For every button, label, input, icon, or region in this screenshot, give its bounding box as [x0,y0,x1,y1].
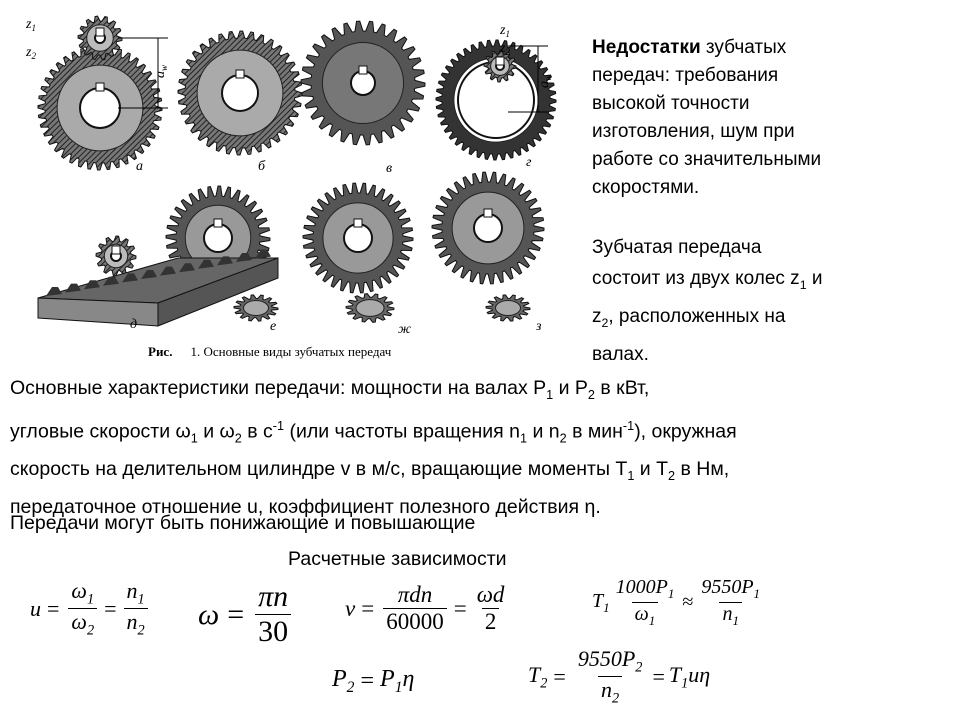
helical-gear-v [301,21,425,145]
bevel-pinion-e [234,295,278,321]
characteristics-paragraph: Основные характеристики передачи: мощности на валах $Р_1$ и $Р_2$ в кВт, угловые скорости $\omega_1$ и $\omega_2$ в $с^{-1}$ (или частоты вращения $n_1$ и $n_2$ в мин$^{-1}$), окружная скорость на делительном цилиндре v в м/с, вращающие моменты $Т_1$ и $Т_2$ в Нм, передаточное отношение u, коэффициент полезного действия η. [10,377,737,519]
variant-label-e: е [270,319,277,334]
formula-torque-t1: $T_1$ $\frac{1000P_1}{\omega_1}$ ≈ $\frac{9550P_1}{n_1}$ [592,576,761,628]
gears-illustration [18,8,578,368]
spur-gear-small-a [78,16,122,60]
spur-gear-b [178,31,302,155]
variant-label-b: б [258,159,266,174]
drawbacks-paragraph: Недостатки зубчатых передач: требования высокой точности изготовления, шум при работе со значительными скоростями. [592,37,822,198]
variant-label-g: г [526,155,532,170]
composition-paragraph: Зубчатая передача состоит из двух колес $z_1$ и $z_2$, расположенных на валах. [592,237,823,365]
drawbacks-heading: Недостатки [592,37,701,58]
formula-output-power: $P_2$ = $P_1\eta$ [332,666,415,696]
variant-label-a: а [136,159,143,174]
aw-label-g: $a_w$ [537,74,553,88]
spiral-pinion-zh [346,294,394,323]
formulas-title: Расчетные зависимости [288,548,507,570]
formula-angular-velocity: ω = $\frac{\pi n}{30}$ [198,580,294,649]
pinion-d [96,236,136,276]
spiral-bevel-zh [303,183,413,293]
rack [38,250,278,326]
formula-gear-ratio: u = $\frac{\omega_1}{\omega_2}$ = $\frac{n_1}{n_2}$ [30,578,151,640]
figure-caption: Рис. 1. Основные виды зубчатых передач [148,344,392,359]
z2-label-g: $z_2$ [500,41,510,57]
aw-label: $a_w$ [153,64,169,78]
variant-label-zh: ж [398,322,412,337]
hypoid-gear-z [432,172,544,284]
formula-circumferential-speed: v = $\frac{\text{πdn}}{60000}$ = $\frac{\omega d}{2}$ [345,582,505,634]
hypoid-pinion-z [486,295,530,321]
formula-torque-t2: $T_2$ = $\frac{9550P_2}{n_2}$ = $T_1u\eta$ [528,646,711,707]
variant-label-z: з [536,319,542,334]
z1-label: $z_1$ [26,17,36,33]
variant-label-v: в [386,161,393,176]
z2-label: $z_2$ [26,45,36,61]
z1-label-g: $z_1$ [500,23,510,39]
types-line: Передачи могут быть понижающие и повышающие [10,512,476,534]
variant-label-d: д [130,317,138,332]
